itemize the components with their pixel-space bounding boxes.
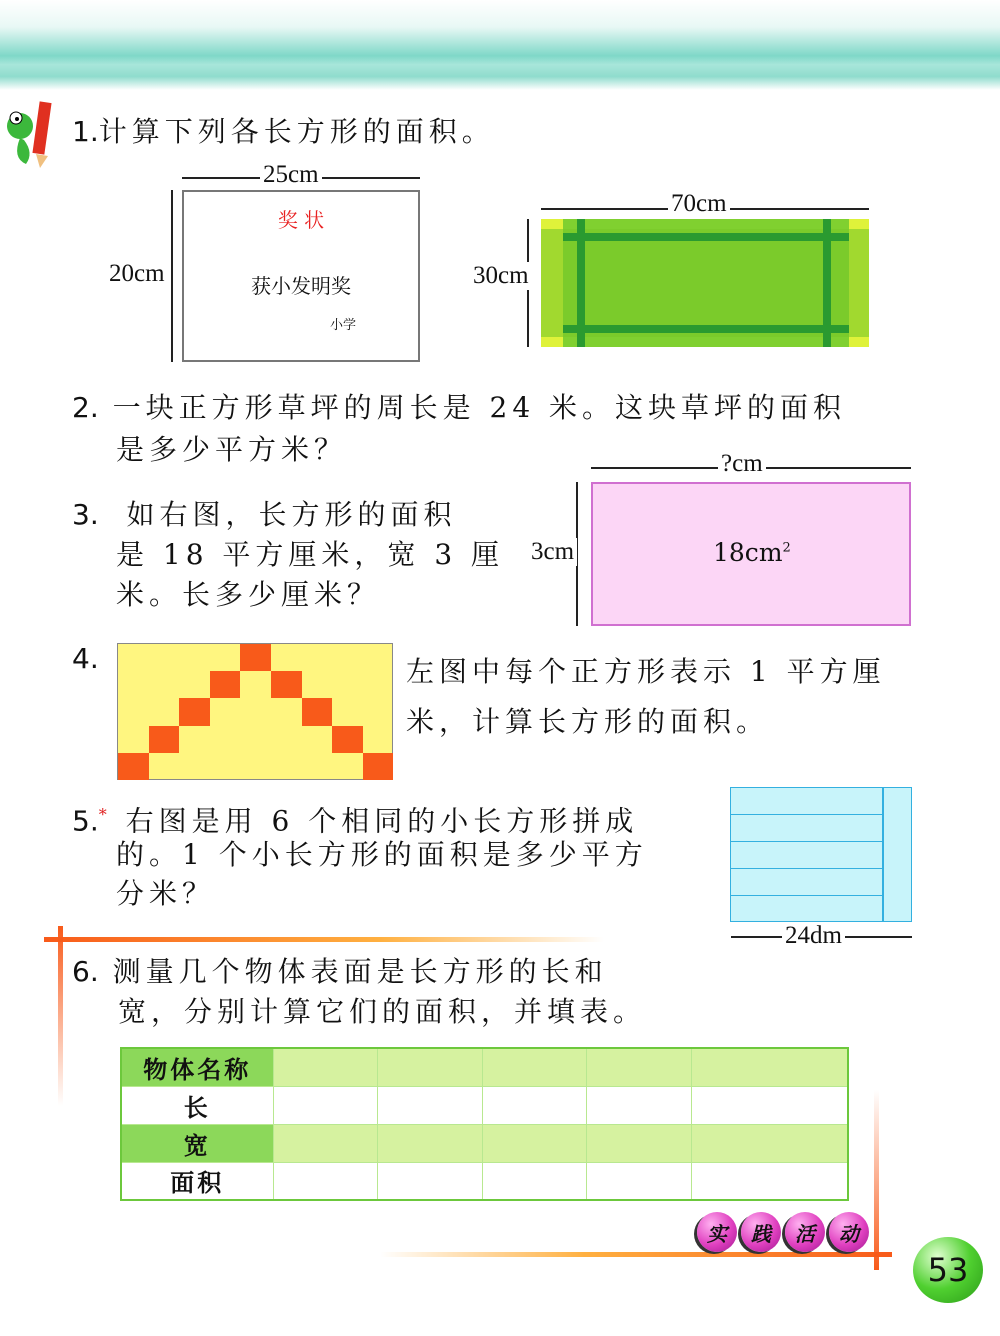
divider <box>380 1252 892 1257</box>
q3-height-label: 3cm <box>528 538 577 566</box>
activity-badge: 动 <box>829 1212 869 1252</box>
activity-badge: 活 <box>785 1212 825 1252</box>
q3-text-line2: 是 18 平方厘米，宽 3 厘 <box>116 538 505 571</box>
q5-width-label: 24dm <box>782 922 845 950</box>
q2-text-line2: 是多少平方米？ <box>116 433 348 466</box>
table-row: 宽 <box>121 1124 848 1162</box>
cert-height-label: 20cm <box>106 260 168 288</box>
cert-title: 奖 状 <box>277 208 325 232</box>
q5-figure <box>730 787 912 922</box>
activity-badge: 践 <box>741 1212 781 1252</box>
q3-area-label: $18cm^2$ <box>713 538 791 567</box>
q4-text-line2: 米，计算长方形的面积。 <box>406 705 770 738</box>
certificate-figure <box>182 190 420 362</box>
divider <box>874 1090 879 1270</box>
q5-text-line3: 分米？ <box>116 877 216 910</box>
page-number: 53 <box>913 1237 983 1303</box>
cert-award: 获小发明奖 <box>251 274 351 298</box>
q1-text: 1.计算下列各长方形的面积。 <box>72 115 495 148</box>
q6-text-line2: 宽，分别计算它们的面积，并填表。 <box>118 995 647 1028</box>
orange-square <box>332 726 363 753</box>
table-row: 面积 <box>121 1162 848 1200</box>
q4-text: 左图中每个正方形表示 1 平方厘 <box>406 655 886 688</box>
q6-table <box>120 1047 849 1201</box>
orange-square <box>149 726 180 753</box>
orange-square <box>240 644 271 671</box>
q6-text: 6. 测量几个物体表面是长方形的长和 <box>72 955 608 988</box>
header-banner <box>0 0 1000 90</box>
orange-square <box>210 671 241 698</box>
cert-school: 小学 <box>330 318 357 333</box>
orange-square <box>363 753 394 780</box>
q4-grid-figure <box>117 643 393 780</box>
orange-square <box>118 753 149 780</box>
q3-width-label: ?cm <box>718 450 766 478</box>
mat-figure <box>541 219 869 347</box>
q5-text: 5.* 右图是用 6 个相同的小长方形拼成 <box>72 804 639 838</box>
mat-height-label: 30cm <box>470 262 532 290</box>
divider <box>58 926 63 1106</box>
divider <box>44 937 604 942</box>
q3-rectangle <box>591 482 911 626</box>
q3-text: 3. 如右图，长方形的面积 <box>72 498 457 531</box>
orange-square <box>302 698 333 725</box>
q3-text-line3: 米。长多少厘米？ <box>116 578 381 611</box>
orange-square <box>179 698 210 725</box>
mascot-icon <box>4 98 56 170</box>
dim-arrow <box>171 190 173 362</box>
mat-width-label: 70cm <box>668 190 730 218</box>
table-row: 长 <box>121 1086 848 1124</box>
q2-text: 2. 一块正方形草坪的周长是 24 米。这块草坪的面积 <box>72 391 847 424</box>
q5-text-line2: 的。1 个小长方形的面积是多少平方 <box>116 838 648 871</box>
table-row: 物体名称 <box>121 1048 848 1086</box>
activity-badge: 实 <box>697 1212 737 1252</box>
cert-width-label: 25cm <box>260 161 322 189</box>
q4-number: 4. <box>72 642 99 675</box>
orange-square <box>271 671 302 698</box>
